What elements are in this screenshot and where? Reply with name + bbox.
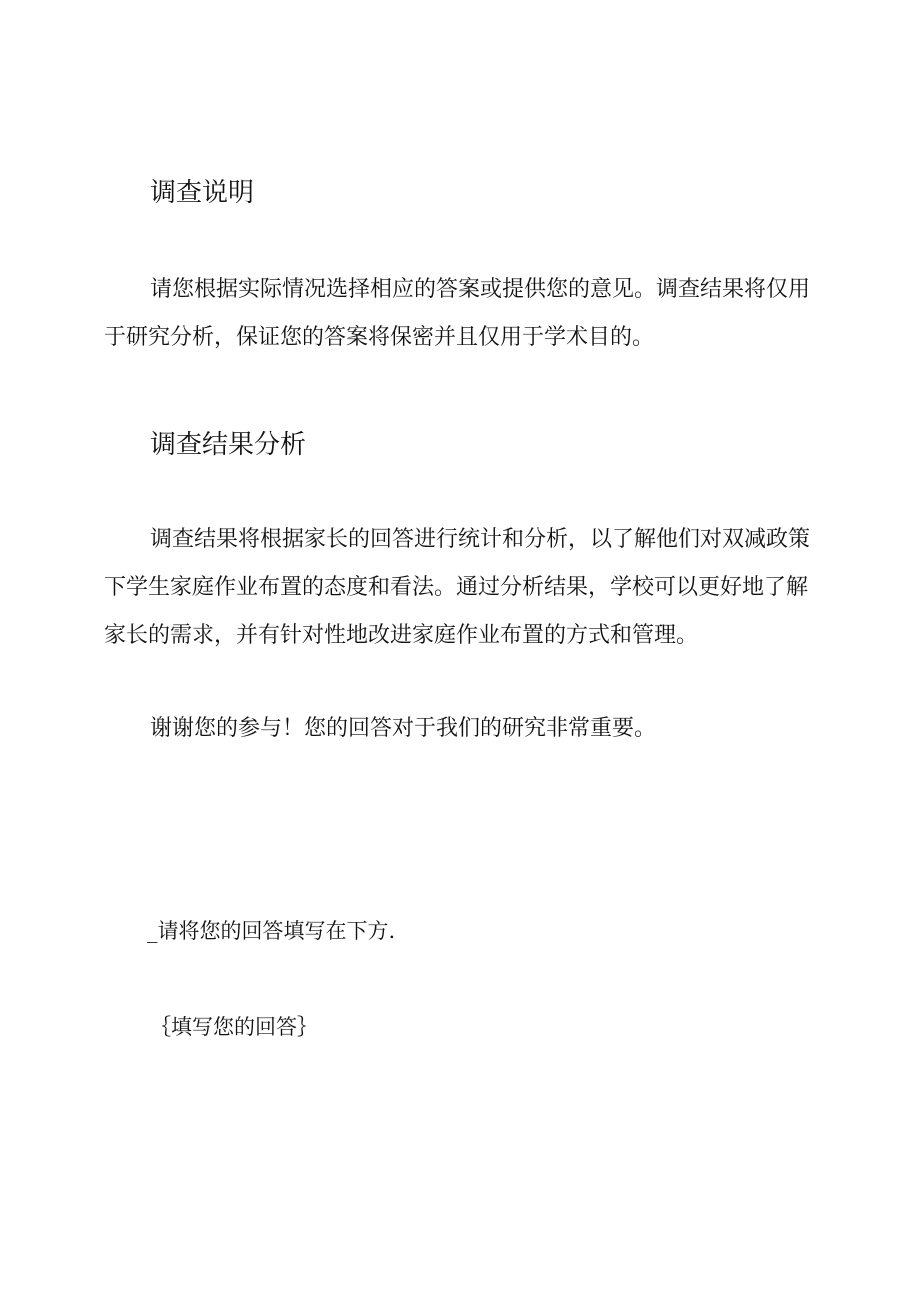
thanks-text: 谢谢您的参与！您的回答对于我们的研究非常重要。: [150, 716, 657, 741]
instructions-paragraph: 请您根据实际情况选择相应的答案或提供您的意见。调查结果将仅用于研究分析，保证您的答案将保密并且仅用于学术目的。: [104, 277, 811, 350]
section-heading-instructions: 调查说明: [150, 178, 255, 208]
analysis-paragraph: 调查结果将根据家长的回答进行统计和分析，以了解他们对双减政策下学生家庭作业布置的态度和看法。通过分析结果，学校可以更好地了解家长的需求，并有针对性地改进家庭作业布置的方式和管理。: [104, 527, 811, 648]
answer-placeholder[interactable]: ｛填写您的回答｝: [150, 1015, 318, 1039]
section-heading-analysis: 调查结果分析: [150, 430, 307, 460]
answer-prompt: _请将您的回答填写在下方.: [147, 919, 396, 943]
